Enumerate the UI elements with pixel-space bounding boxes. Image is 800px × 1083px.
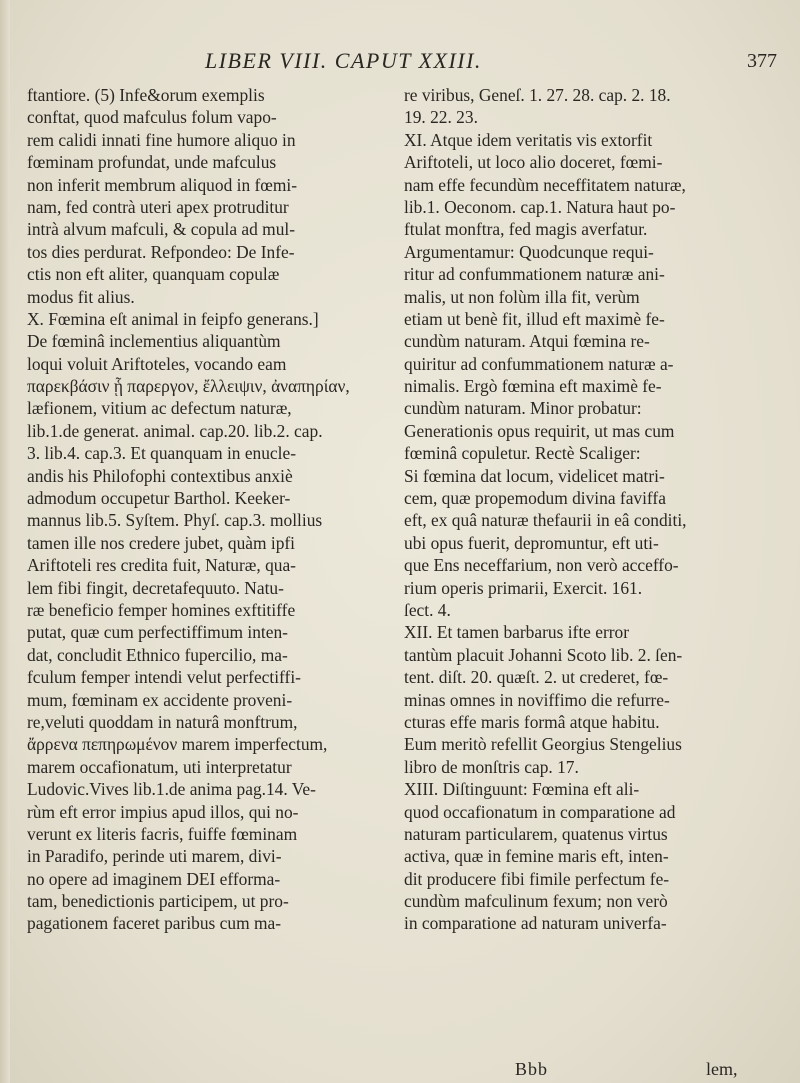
text-line: ftulat monftra, fed magis averfatur. <box>404 219 648 240</box>
text-line: cundùm naturam. Minor probatur: <box>404 398 642 419</box>
text-line: XII. Et tamen barbarus ifte error <box>404 622 630 643</box>
text-line: Ariftoteli res credita fuit, Naturæ, qua- <box>27 555 296 576</box>
text-line: De fœminâ inclementius aliquantùm <box>27 331 281 352</box>
text-line: ctis non eft aliter, quanquam copulæ <box>27 264 280 285</box>
text-line: tantùm placuit Johanni Scoto lib. 2. ſen- <box>404 644 683 665</box>
right-column <box>404 84 790 935</box>
text-line: Eum meritò refellit Georgius Stengelius <box>404 734 682 755</box>
text-line: X. Fœmina eſt animal in feipfo generans.] <box>27 308 319 329</box>
text-line: malis, ut non folùm illa fit, verùm <box>404 286 640 307</box>
page-edge-shadow <box>0 0 10 1083</box>
text-line: activa, quæ in femine maris eft, inten- <box>404 846 669 867</box>
text-line: XIII. Diſtinguunt: Fœmina eft ali- <box>404 779 640 800</box>
text-line: verunt ex literis facris, fuiffe fœminam <box>27 823 298 844</box>
text-line: conftat, quod mafculus folum vapo- <box>27 107 277 128</box>
running-head: LIBER VIII. CAPUT XXIII. <box>205 48 482 73</box>
page-number: 377 <box>747 50 777 72</box>
text-line: dit producere fibi fimile perfectum fe- <box>404 868 670 889</box>
text-line: læfionem, vitium ac defectum naturæ, <box>27 398 292 419</box>
text-line: in Paradifo, perinde uti marem, divi- <box>27 846 282 867</box>
text-line: libro de monſtris cap. 17. <box>404 756 579 777</box>
text-line: no opere ad imaginem DEI efforma- <box>27 868 281 889</box>
text-line: cturas effe maris formâ atque habitu. <box>404 711 660 732</box>
text-line: nam effe fecundùm neceffitatem naturæ, <box>404 174 686 195</box>
text-line: 3. lib.4. cap.3. Et quanquam in enucle- <box>27 443 296 464</box>
text-line: tos dies perdurat. Refpondeo: De Infe- <box>27 241 295 262</box>
text-line: lem fibi fingit, decretafequuto. Natu- <box>27 577 284 598</box>
catchword: lem, <box>706 1059 738 1079</box>
text-line: lib.1. Oeconom. cap.1. Natura haut po- <box>404 196 676 217</box>
text-line: nimalis. Ergò fœmina eft maximè fe- <box>404 376 662 397</box>
text-line: rùm eft error impius apud illos, qui no- <box>27 801 299 822</box>
text-line: re,veluti quoddam in naturâ monftrum, <box>27 711 298 732</box>
text-line: Argumentamur: Quodcunque requi- <box>404 241 654 262</box>
text-line: eft, ex quâ naturæ thefaurii in eâ conditi, <box>404 510 687 531</box>
text-line: fculum femper intendi velut perfectiffi- <box>27 667 301 688</box>
text-line: ſect. 4. <box>404 599 451 620</box>
text-line: Si fœmina dat locum, videlicet matri- <box>404 465 665 486</box>
text-line: nam, fed contrà uteri apex protruditur <box>27 196 289 217</box>
text-line: dat, concludit Ethnico fupercilio, ma- <box>27 644 288 665</box>
text-line: putat, quæ cum perfectiffimum inten- <box>27 622 288 643</box>
text-line: naturam particularem, quatenus virtus <box>404 823 668 844</box>
text-line: non inferit membrum aliquod in fœmi- <box>27 174 297 195</box>
text-line: fœminâ copuletur. Rectè Scaliger: <box>404 443 641 464</box>
text-line: re viribus, Geneſ. 1. 27. 28. cap. 2. 18. <box>404 85 671 105</box>
text-line: marem occafionatum, uti interpretatur <box>27 756 292 777</box>
text-line: ἄρρενα πεπηρωμένον marem imperfectum, <box>27 734 328 755</box>
text-line: ritur ad confummationem naturæ ani- <box>404 264 665 285</box>
text-line: παρεκβάσιν ᾗ παρεργον, ἔλλειψιν, ἀναπηρίαν, <box>27 376 350 397</box>
text-line: Generationis opus requirit, ut mas cum <box>404 420 675 441</box>
text-line: admodum occupetur Barthol. Keeker- <box>27 488 291 509</box>
text-line: in comparatione ad naturam univerfa- <box>404 913 667 934</box>
text-line: pagationem faceret paribus cum ma- <box>27 913 281 934</box>
text-line: andis his Philofophi contextibus anxiè <box>27 465 293 486</box>
text-line: modus fit alius. <box>27 286 135 307</box>
text-line: Ludovic.Vives lib.1.de anima pag.14. Ve- <box>27 779 316 800</box>
text-line: mannus lib.5. Syſtem. Phyſ. cap.3. mollius <box>27 510 323 531</box>
text-line: tamen ille nos credere jubet, quàm ipfi <box>27 532 296 553</box>
text-line: tent. diſt. 20. quæſt. 2. ut crederet, fœ- <box>404 667 669 688</box>
text-line: mum, fœminam ex accidente proveni- <box>27 689 293 710</box>
text-line: quod occafionatum in comparatione ad <box>404 801 676 822</box>
text-line: ubi opus fuerit, depromuntur, eft uti- <box>404 532 659 553</box>
text-line: que Ens neceffarium, non verò acceffo- <box>404 555 679 576</box>
page-header <box>0 48 800 84</box>
text-line: rem calidi innati fine humore aliquo in <box>27 129 296 150</box>
text-line: cundùm mafculinum fexum; non verò <box>404 891 668 912</box>
text-line: etiam ut benè fit, illud eft maximè fe- <box>404 308 665 329</box>
text-line: fœminam profundat, unde mafculus <box>27 152 277 173</box>
text-line: cundùm naturam. Atqui fœmina re- <box>404 331 650 352</box>
text-line: quiritur ad confummationem naturæ a- <box>404 353 674 374</box>
text-line: XI. Atque idem veritatis vis extorfit <box>404 129 653 150</box>
text-line: rium operis primarii, Exercit. 161. <box>404 577 643 598</box>
text-line: ræ beneficio femper homines exftitiffe <box>27 599 296 620</box>
left-column <box>27 84 395 935</box>
text-line: ftantiore. (5) Infe&orum exemplis <box>27 85 265 105</box>
text-line: 19. 22. 23. <box>404 107 478 128</box>
text-line: loqui voluit Ariftoteles, vocando eam <box>27 353 287 374</box>
text-line: cem, quæ propemodum divina faviffa <box>404 488 666 509</box>
text-line: minas omnes in noviffimo die refurre- <box>404 689 670 710</box>
signature-mark: Bbb <box>515 1059 549 1079</box>
text-line: tam, benedictionis participem, ut pro- <box>27 891 289 912</box>
text-line: intrà alvum mafculi, & copula ad mul- <box>27 219 296 240</box>
text-line: Ariftoteli, ut loco alio doceret, fœmi- <box>404 152 663 173</box>
text-line: lib.1.de generat. animal. cap.20. lib.2. cap. <box>27 420 323 441</box>
